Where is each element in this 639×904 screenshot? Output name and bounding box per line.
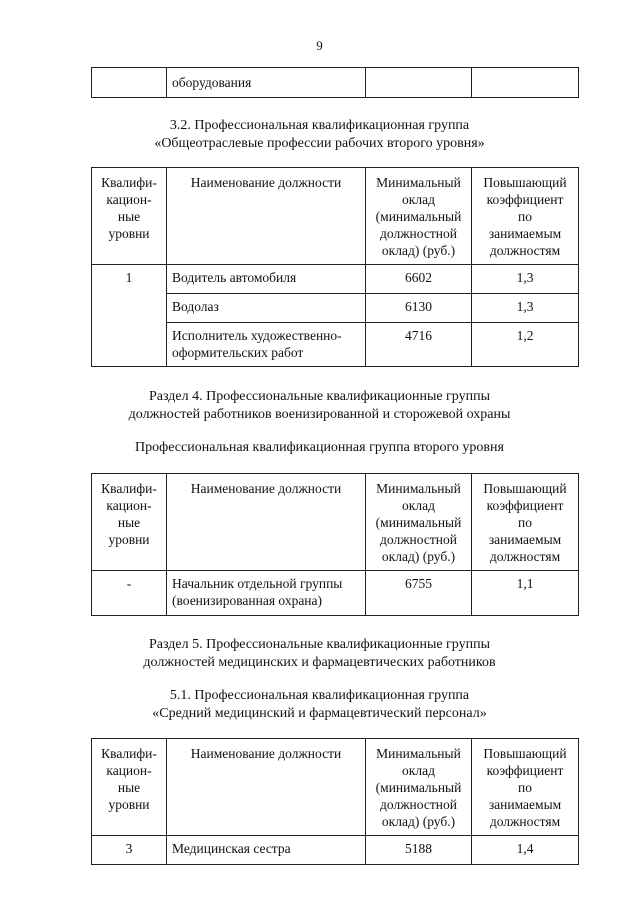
section-4-group-heading: Профессиональная квалификационная группа второго уровня bbox=[135, 440, 504, 455]
salary-cell: 6755 bbox=[366, 571, 472, 616]
coefficient-cell: 1,3 bbox=[472, 294, 579, 323]
table-3-2 bbox=[91, 167, 579, 367]
position-cell: Водолаз bbox=[167, 294, 366, 323]
section-5-heading: Раздел 5. Профессиональные квалификационные группы должностей медицинских и фармацевтических работников bbox=[143, 637, 496, 670]
coefficient-cell: 1,2 bbox=[472, 323, 579, 367]
salary-cell: 4716 bbox=[366, 323, 472, 367]
top-cell-4 bbox=[472, 68, 579, 98]
header-coefficient: Повышающий коэффициент по занимаемым должностям bbox=[472, 474, 579, 571]
header-levels: Квалифи- кацион- ные уровни bbox=[92, 739, 167, 836]
header-position: Наименование должности bbox=[167, 474, 366, 571]
header-coefficient: Повышающий коэффициент по занимаемым должностям bbox=[472, 168, 579, 265]
table-5-1 bbox=[91, 738, 579, 865]
header-salary: Минимальный оклад (минимальный должностной оклад) (руб.) bbox=[366, 474, 472, 571]
position-cell: Медицинская сестра bbox=[167, 836, 366, 865]
salary-cell: 6602 bbox=[366, 265, 472, 294]
level-cell: - bbox=[92, 571, 167, 616]
page-number: 9 bbox=[316, 38, 323, 53]
level-cell: 1 bbox=[92, 265, 167, 367]
top-table bbox=[91, 67, 579, 98]
header-levels: Квалифи- кацион- ные уровни bbox=[92, 474, 167, 571]
position-cell: Исполнитель художественно- оформительских работ bbox=[167, 323, 366, 367]
table-4 bbox=[91, 473, 579, 616]
section-3-2-heading: 3.2. Профессиональная квалификационная группа «Общеотраслевые профессии рабочих второго уровня» bbox=[154, 118, 485, 151]
section-5-1-heading: 5.1. Профессиональная квалификационная группа «Средний медицинский и фармацевтический персонал» bbox=[152, 688, 487, 721]
header-levels: Квалифи- кацион- ные уровни bbox=[92, 168, 167, 265]
top-cell-2: оборудования bbox=[167, 68, 366, 98]
header-position: Наименование должности bbox=[167, 739, 366, 836]
header-salary: Минимальный оклад (минимальный должностной оклад) (руб.) bbox=[366, 739, 472, 836]
top-cell-1 bbox=[92, 68, 167, 98]
header-position: Наименование должности bbox=[167, 168, 366, 265]
coefficient-cell: 1,1 bbox=[472, 571, 579, 616]
level-cell: 3 bbox=[92, 836, 167, 865]
coefficient-cell: 1,4 bbox=[472, 836, 579, 865]
position-cell: Начальник отдельной группы (военизированная охрана) bbox=[167, 571, 366, 616]
section-4-heading: Раздел 4. Профессиональные квалификационные группы должностей работников военизированной и сторожевой охраны bbox=[128, 389, 511, 422]
top-cell-3 bbox=[366, 68, 472, 98]
salary-cell: 5188 bbox=[366, 836, 472, 865]
position-cell: Водитель автомобиля bbox=[167, 265, 366, 294]
coefficient-cell: 1,3 bbox=[472, 265, 579, 294]
salary-cell: 6130 bbox=[366, 294, 472, 323]
header-coefficient: Повышающий коэффициент по занимаемым должностям bbox=[472, 739, 579, 836]
header-salary: Минимальный оклад (минимальный должностной оклад) (руб.) bbox=[366, 168, 472, 265]
